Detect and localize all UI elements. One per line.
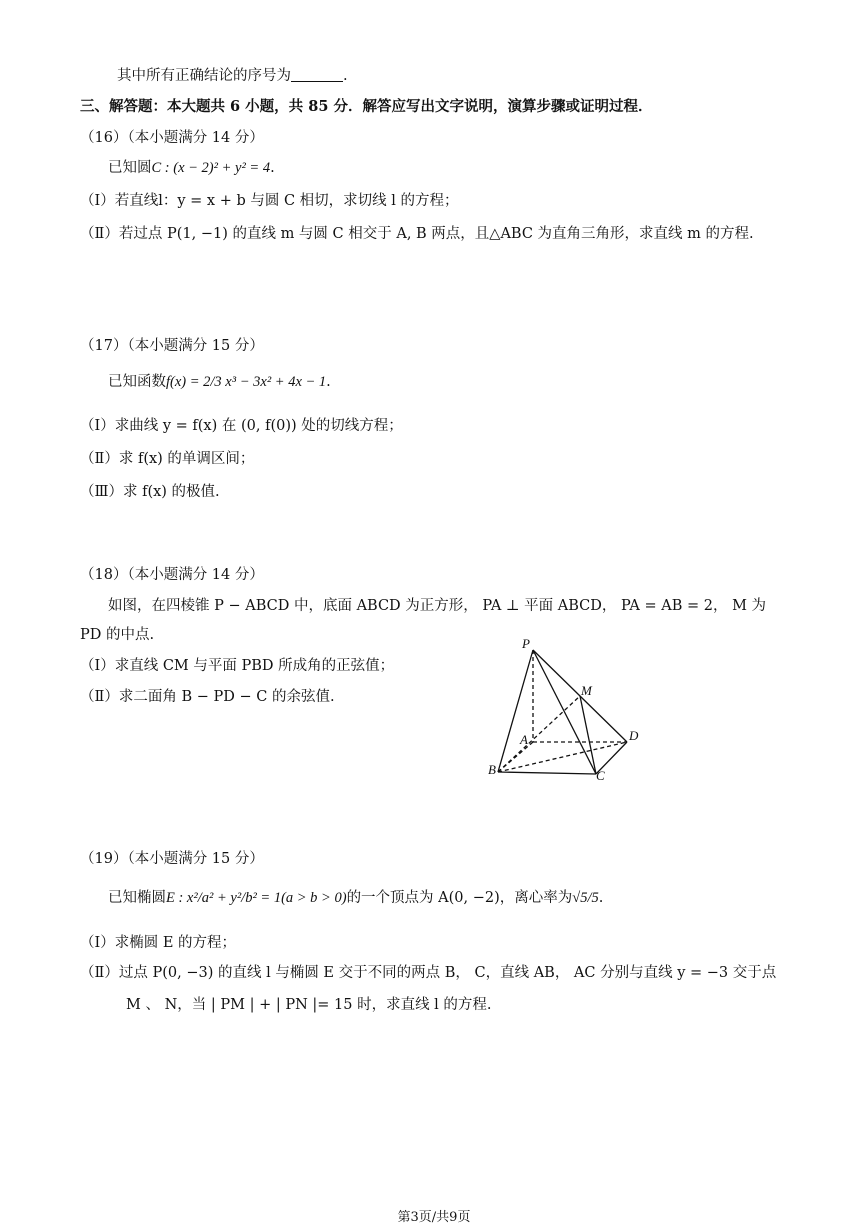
edge-PB xyxy=(498,650,533,772)
edge-BD xyxy=(498,742,627,772)
q16-given-prefix: 已知圆 xyxy=(108,160,152,176)
q16-given: 已知圆C : (x − 2)² + y² = 4. xyxy=(108,160,275,176)
label-A: A xyxy=(520,732,528,747)
page-footer: 第3页/共9页 xyxy=(397,1210,471,1225)
q18-number: （18）（本小题满分 14 分） xyxy=(80,567,264,583)
section-header: 三、解答题：本大题共 6 小题，共 85 分．解答应写出文字说明，演算步骤或证明过程． xyxy=(80,98,653,115)
q19-number: （19）（本小题满分 15 分） xyxy=(80,851,264,867)
q19-eccentricity: √5/5 xyxy=(572,890,599,906)
edge-PC xyxy=(533,650,596,774)
q17-part3: （Ⅲ）求 f(x) 的极值. xyxy=(80,484,220,500)
edge-BC xyxy=(498,772,596,774)
q16-part1: （Ⅰ）若直线l：y = x + b 与圆 C 相切，求切线 l 的方程； xyxy=(80,193,459,209)
label-P: P xyxy=(522,636,530,651)
q19-part2-line1: （Ⅱ）过点 P(0, −3) 的直线 l 与椭圆 E 交于不同的两点 B， C，直线 AB， AC 分别与直线 y = −3 交于点 xyxy=(80,965,777,981)
pyramid-figure xyxy=(482,632,652,792)
label-M: M xyxy=(581,683,592,698)
edge-BM xyxy=(498,696,580,772)
q19-given-prefix: 已知椭圆 xyxy=(108,890,166,906)
q19-given-eq: E : x²/a² + y²/b² = 1(a > b > 0) xyxy=(166,890,347,906)
q17-part1: （Ⅰ）求曲线 y = f(x) 在 (0, f(0)) 处的切线方程； xyxy=(80,418,403,434)
q19-given: 已知椭圆E : x²/a² + y²/b² = 1(a > b > 0)的一个顶点为 A(0, −2)，离心率为√5/5. xyxy=(108,890,604,906)
q16-given-eq: C : (x − 2)² + y² = 4 xyxy=(151,160,271,176)
label-B: B xyxy=(488,762,496,777)
q17-number: （17）（本小题满分 15 分） xyxy=(80,338,264,354)
q19-given-mid: 的一个顶点为 A(0, −2)，离心率为 xyxy=(346,890,573,906)
intro-line: 其中所有正确结论的序号为 . xyxy=(117,68,348,84)
q18-stem-line2: PD 的中点. xyxy=(80,627,155,643)
q18-part1: （Ⅰ）求直线 CM 与平面 PBD 所成角的正弦值； xyxy=(80,658,395,674)
q17-given: 已知函数f(x) = 2/3 x³ − 3x² + 4x − 1. xyxy=(108,374,331,390)
answer-blank[interactable] xyxy=(291,67,343,82)
q18-part2: （Ⅱ）求二面角 B − PD − C 的余弦值. xyxy=(80,689,335,705)
label-D: D xyxy=(629,728,639,743)
intro-text: 其中所有正确结论的序号为 xyxy=(117,68,291,84)
edge-CM xyxy=(580,696,596,774)
q17-given-prefix: 已知函数 xyxy=(108,374,166,390)
q17-part2: （Ⅱ）求 f(x) 的单调区间； xyxy=(80,451,255,467)
q16-number: （16）（本小题满分 14 分） xyxy=(80,130,264,146)
q17-given-eq: f(x) = 2/3 x³ − 3x² + 4x − 1 xyxy=(166,374,327,390)
q19-part2-line2: M 、 N，当 | PM | + | PN |= 15 时，求直线 l 的方程. xyxy=(126,997,492,1013)
label-C: C xyxy=(596,768,605,783)
q19-part1: （Ⅰ）求椭圆 E 的方程； xyxy=(80,935,237,951)
q16-part2: （Ⅱ）若过点 P(1, −1) 的直线 m 与圆 C 相交于 A, B 两点，且△ABC 为直角三角形，求直线 m 的方程. xyxy=(80,226,754,242)
q18-stem-line1: 如图，在四棱锥 P − ABCD 中，底面 ABCD 为正方形， PA ⊥ 平面 ABCD， PA = AB = 2， M 为 xyxy=(108,598,767,614)
